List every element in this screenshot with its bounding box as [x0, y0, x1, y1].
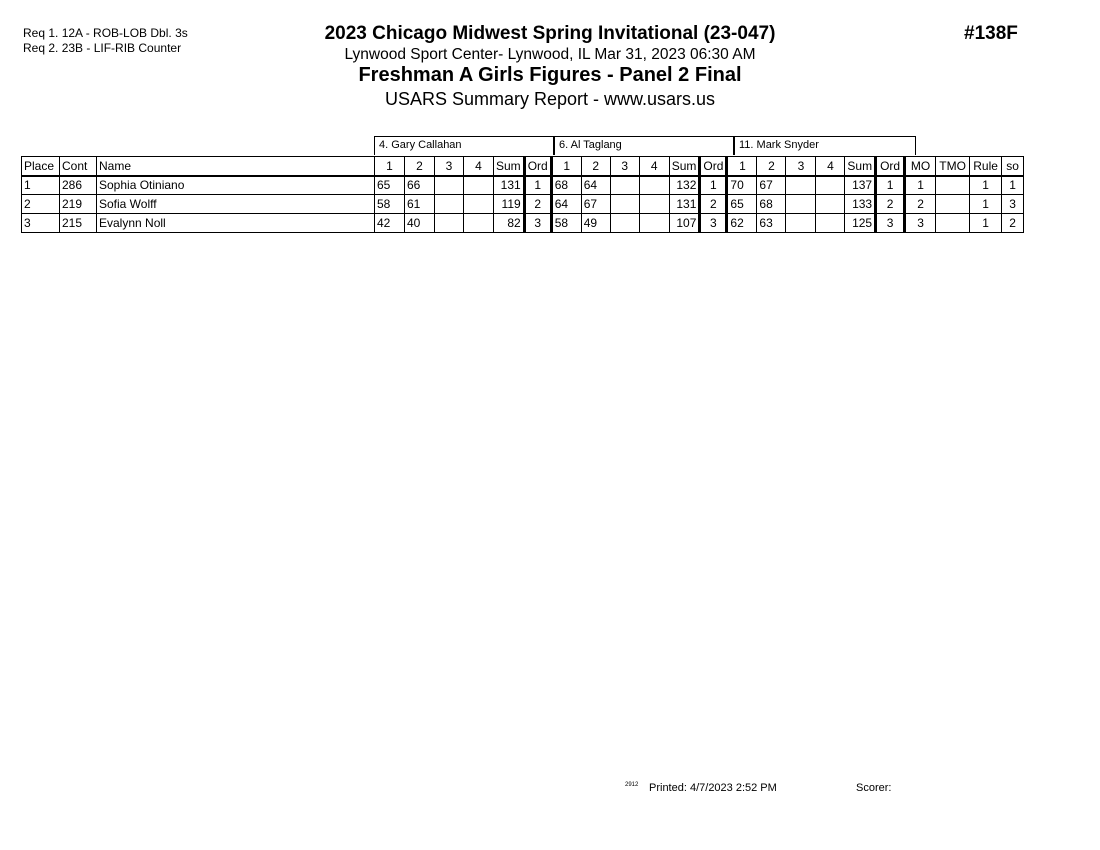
score-cell	[464, 195, 494, 214]
sum-cell: 137	[845, 176, 876, 195]
score-cell	[464, 214, 494, 233]
report-title: USARS Summary Report - www.usars.us	[384, 89, 716, 109]
tmo-cell	[936, 214, 970, 233]
tmo-cell	[936, 195, 970, 214]
col-j2-score-1: 1	[551, 157, 581, 176]
competition-title: 2023 Chicago Midwest Spring Invitational (23-047)	[324, 23, 776, 44]
tmo-cell	[936, 176, 970, 195]
score-cell: 65	[375, 176, 405, 195]
score-cell	[786, 195, 816, 214]
col-j1-score-4: 4	[464, 157, 494, 176]
sum-cell: 119	[494, 195, 525, 214]
score-cell: 40	[405, 214, 435, 233]
col-j2-score-3: 3	[610, 157, 639, 176]
col-j1-score-3: 3	[435, 157, 464, 176]
sum-cell: 107	[669, 214, 700, 233]
score-cell: 58	[375, 195, 405, 214]
col-tmo: TMO	[936, 157, 970, 176]
requirement-2: Req 2. 23B - LIF-RIB Counter	[23, 41, 182, 55]
score-cell: 66	[405, 176, 435, 195]
mo-cell: 1	[905, 176, 936, 195]
col-rule: Rule	[970, 157, 1002, 176]
ord-cell: 2	[876, 195, 905, 214]
judge-1-header: 4. Gary Callahan	[374, 136, 554, 155]
sum-cell: 133	[845, 195, 876, 214]
ord-cell: 3	[876, 214, 905, 233]
score-cell: 64	[581, 176, 610, 195]
score-cell: 67	[757, 176, 786, 195]
score-cell	[610, 176, 639, 195]
score-cell	[786, 176, 816, 195]
ord-cell: 3	[524, 214, 551, 233]
score-cell: 61	[405, 195, 435, 214]
col-cont: Cont	[60, 157, 97, 176]
col-j3-score-4: 4	[816, 157, 845, 176]
place-cell: 2	[22, 195, 60, 214]
place-cell: 1	[22, 176, 60, 195]
col-name: Name	[97, 157, 375, 176]
score-cell	[816, 176, 845, 195]
score-cell: 58	[551, 214, 581, 233]
col-j3-score-3: 3	[786, 157, 816, 176]
col-j2-ord: Ord	[700, 157, 727, 176]
printed-timestamp: Printed: 4/7/2023 2:52 PM	[649, 782, 777, 794]
ord-cell: 3	[700, 214, 727, 233]
table-header-row	[22, 157, 1024, 176]
score-cell: 42	[375, 214, 405, 233]
score-cell: 70	[727, 176, 757, 195]
ord-cell: 1	[876, 176, 905, 195]
col-j1-score-1: 1	[375, 157, 405, 176]
col-j2-score-4: 4	[639, 157, 669, 176]
score-cell	[786, 214, 816, 233]
col-j3-ord: Ord	[876, 157, 905, 176]
score-cell: 68	[551, 176, 581, 195]
col-j2-score-2: 2	[581, 157, 610, 176]
score-cell: 62	[727, 214, 757, 233]
judge-2-header: 6. Al Taglang	[554, 136, 734, 155]
so-cell: 2	[1002, 214, 1024, 233]
col-so: so	[1002, 157, 1024, 176]
event-title: Freshman A Girls Figures - Panel 2 Final	[358, 64, 742, 86]
venue-date: Lynwood Sport Center- Lynwood, IL Mar 31, 2023 06:30 AM	[344, 46, 756, 63]
so-cell: 1	[1002, 176, 1024, 195]
mo-cell: 2	[905, 195, 936, 214]
results-table	[21, 156, 1024, 233]
score-cell	[435, 176, 464, 195]
rule-cell: 1	[970, 214, 1002, 233]
score-cell: 67	[581, 195, 610, 214]
col-j1-sum: Sum	[494, 157, 525, 176]
col-j1-score-2: 2	[405, 157, 435, 176]
rule-cell: 1	[970, 176, 1002, 195]
score-cell	[435, 214, 464, 233]
sum-cell: 125	[845, 214, 876, 233]
score-cell	[639, 176, 669, 195]
ord-cell: 2	[524, 195, 551, 214]
score-cell: 65	[727, 195, 757, 214]
cont-cell: 219	[60, 195, 97, 214]
score-cell: 49	[581, 214, 610, 233]
cont-cell: 286	[60, 176, 97, 195]
table-row	[22, 195, 1024, 214]
ord-cell: 1	[700, 176, 727, 195]
score-cell	[639, 195, 669, 214]
ord-cell: 1	[524, 176, 551, 195]
table-row	[22, 214, 1024, 233]
score-cell	[816, 195, 845, 214]
col-place: Place	[22, 157, 60, 176]
mo-cell: 3	[905, 214, 936, 233]
sum-cell: 131	[494, 176, 525, 195]
score-cell: 63	[757, 214, 786, 233]
col-j3-score-2: 2	[757, 157, 786, 176]
score-cell	[610, 214, 639, 233]
score-cell	[816, 214, 845, 233]
col-j1-ord: Ord	[524, 157, 551, 176]
score-cell: 64	[551, 195, 581, 214]
place-cell: 3	[22, 214, 60, 233]
col-j3-score-1: 1	[727, 157, 757, 176]
ord-cell: 2	[700, 195, 727, 214]
col-j2-sum: Sum	[669, 157, 700, 176]
rule-cell: 1	[970, 195, 1002, 214]
so-cell: 3	[1002, 195, 1024, 214]
sum-cell: 82	[494, 214, 525, 233]
col-j3-sum: Sum	[845, 157, 876, 176]
scorer-label: Scorer:	[856, 782, 892, 794]
requirement-1: Req 1. 12A - ROB-LOB Dbl. 3s	[23, 26, 188, 40]
event-id: #138F	[964, 23, 1018, 44]
score-cell: 68	[757, 195, 786, 214]
score-cell	[464, 176, 494, 195]
name-cell: Evalynn Noll	[97, 214, 375, 233]
judge-3-header: 11. Mark Snyder	[734, 136, 916, 155]
name-cell: Sophia Otiniano	[97, 176, 375, 195]
footer-mark: 2912	[625, 782, 639, 788]
score-cell	[435, 195, 464, 214]
col-mo: MO	[905, 157, 936, 176]
sum-cell: 132	[669, 176, 700, 195]
cont-cell: 215	[60, 214, 97, 233]
score-cell	[639, 214, 669, 233]
table-row	[22, 176, 1024, 195]
name-cell: Sofia Wolff	[97, 195, 375, 214]
sum-cell: 131	[669, 195, 700, 214]
score-cell	[610, 195, 639, 214]
